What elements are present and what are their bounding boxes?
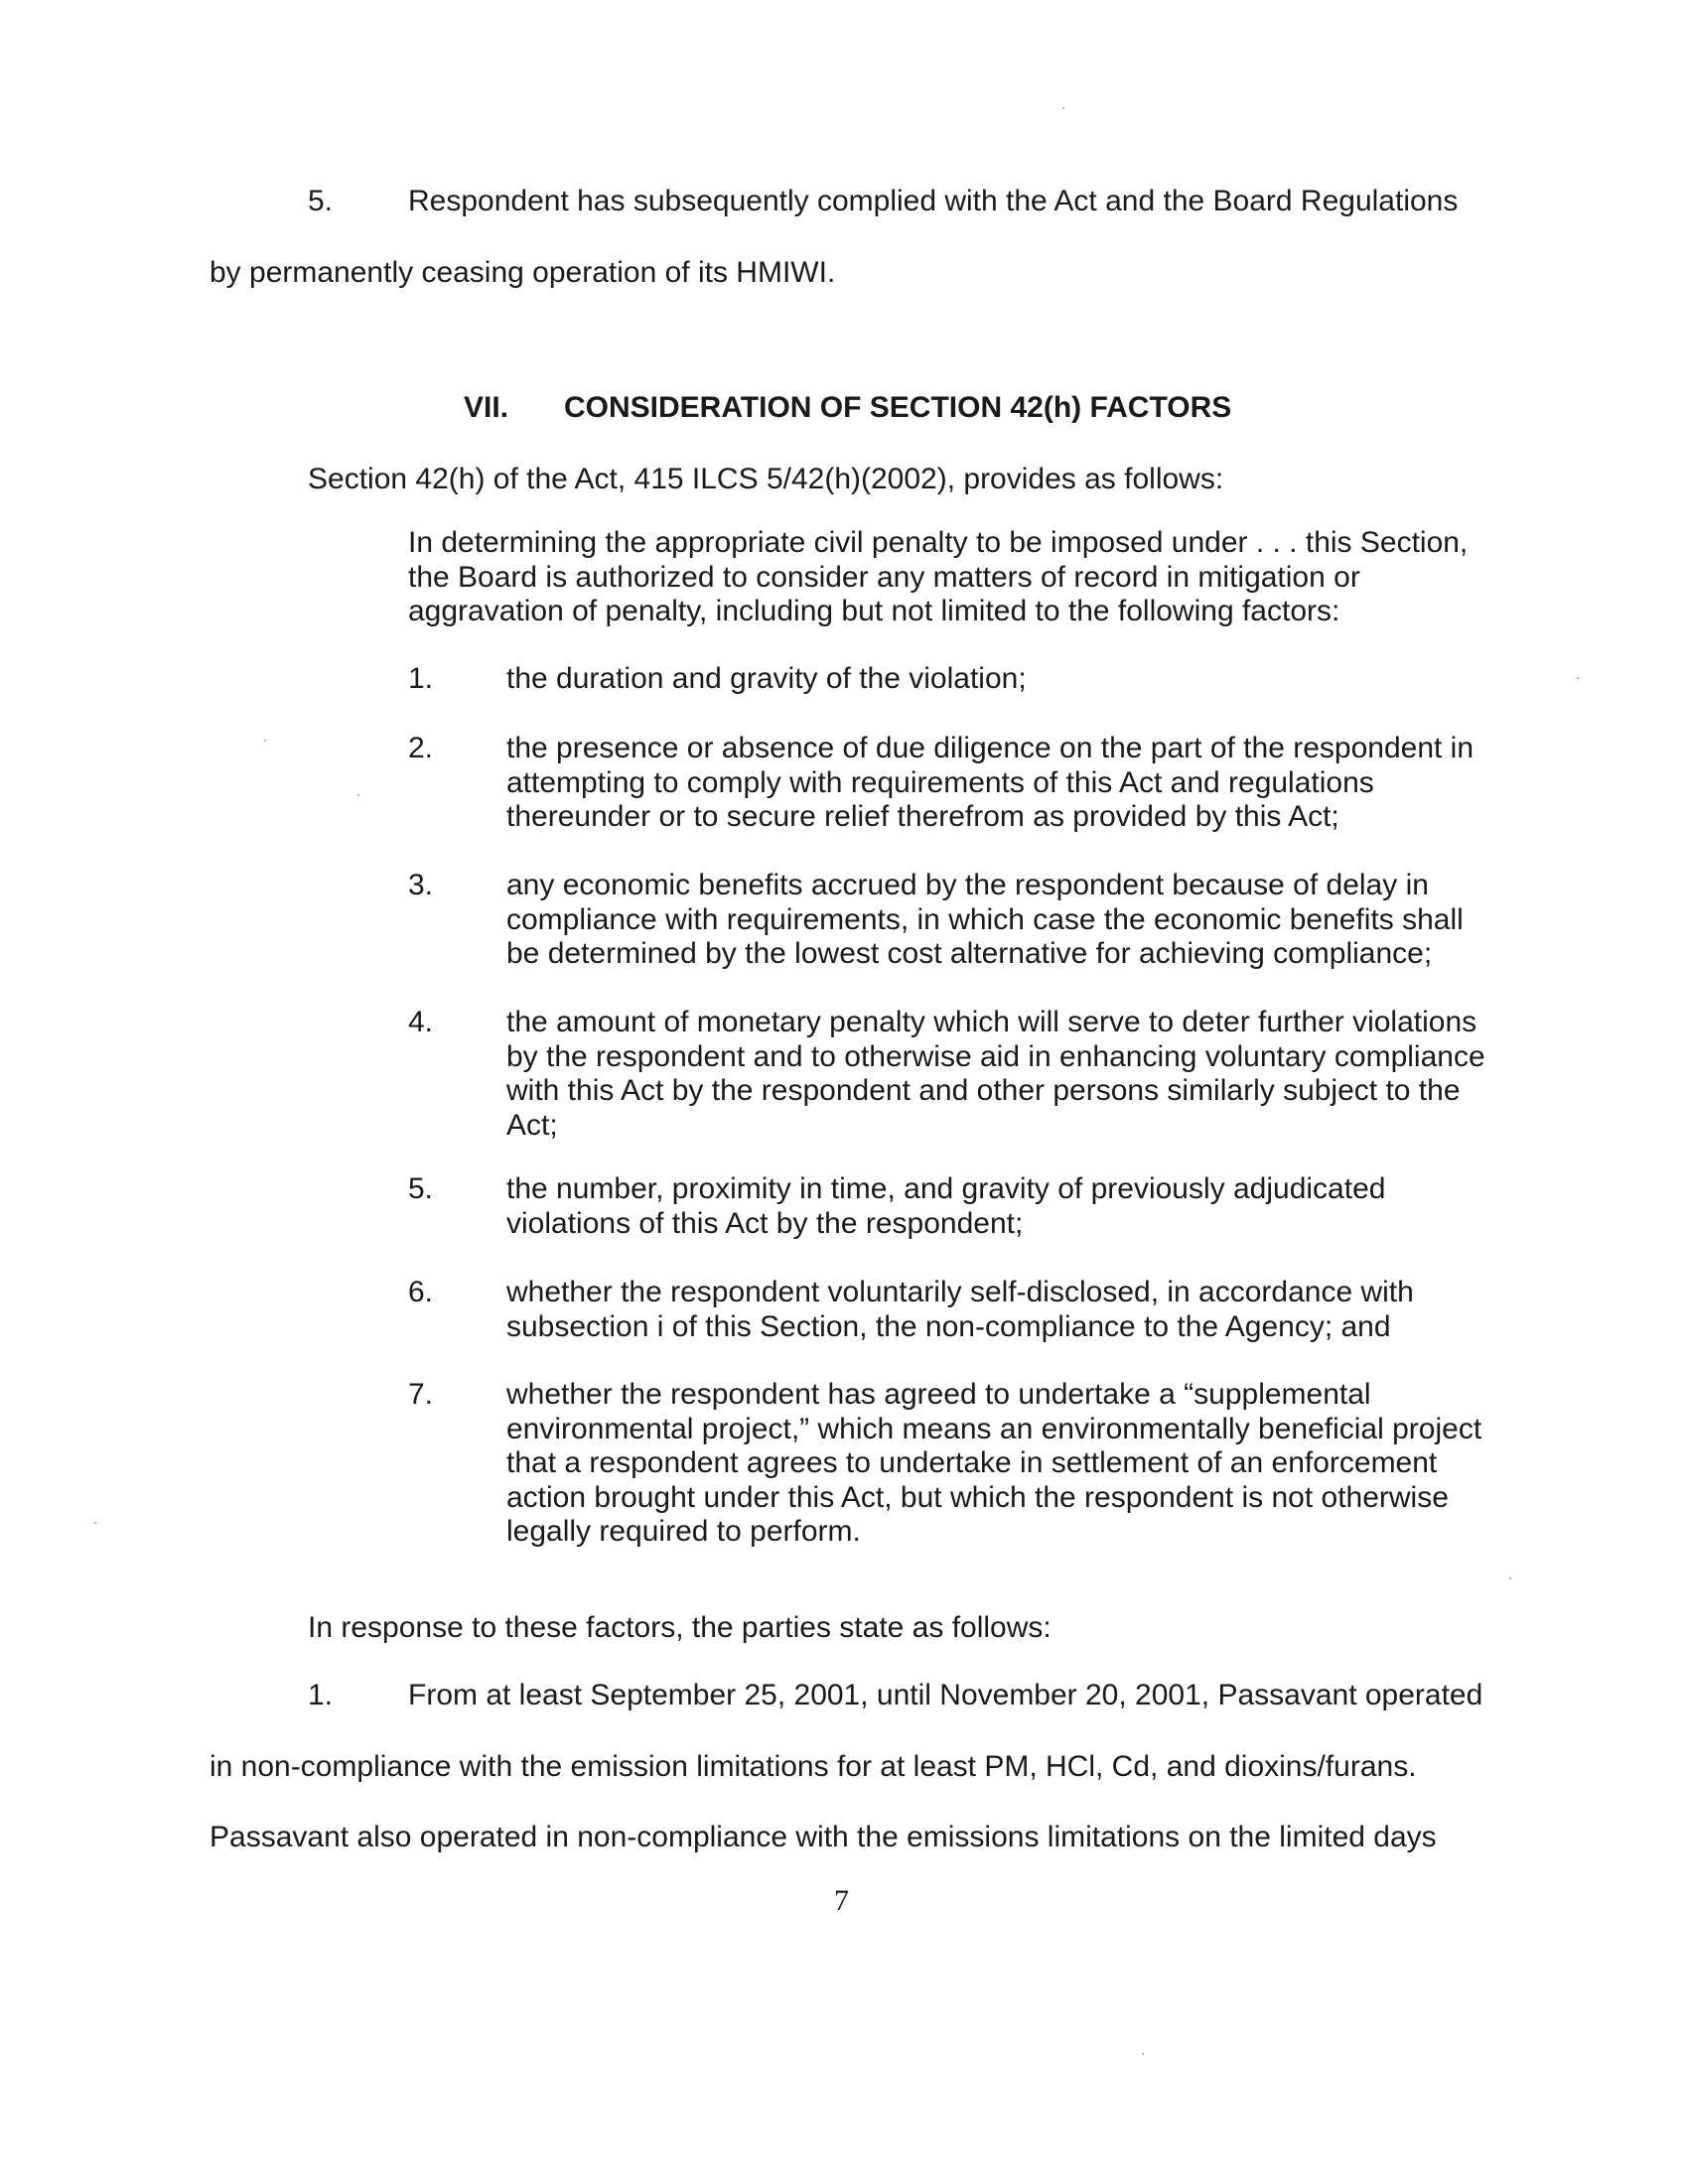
factor-text-line: legally required to perform. xyxy=(506,1515,861,1548)
factor-text-line: attempting to comply with requirements of this Act and regulations xyxy=(506,765,1374,799)
factor-text-line: environmental project,” which means an environmentally beneficial project xyxy=(506,1412,1482,1445)
statute-intro: Section 42(h) of the Act, 415 ILCS 5/42(h)(2002), provides as follows: xyxy=(308,463,1224,495)
factor-text-line: violations of this Act by the respondent; xyxy=(506,1206,1024,1240)
paragraph-text-line: by permanently ceasing operation of its HMIWI. xyxy=(210,256,836,289)
response-intro: In response to these factors, the parties state as follows: xyxy=(308,1611,1052,1644)
paragraph-text-line: From at least September 25, 2001, until November 20, 2001, Passavant operated xyxy=(408,1679,1483,1711)
factor-text-line: thereunder or to secure relief therefrom as provided by this Act; xyxy=(506,800,1339,833)
section-numeral: VII. xyxy=(464,391,509,424)
factor-text-line: whether the respondent voluntarily self-disclosed, in accordance with xyxy=(506,1276,1414,1308)
factor-text-line: Act; xyxy=(506,1108,558,1142)
paragraph-text-line: in non-compliance with the emission limitations for at least PM, HCl, Cd, and dioxins/furans. xyxy=(210,1750,1417,1783)
paragraph-number: 1. xyxy=(308,1679,334,1711)
factor-number: 2. xyxy=(408,732,434,764)
factor-number: 3. xyxy=(408,869,434,901)
page-number: 7 xyxy=(834,1884,849,1917)
factor-number: 4. xyxy=(408,1006,434,1038)
quote-line: aggravation of penalty, including but not limited to the following factors: xyxy=(408,595,1340,627)
scan-speck xyxy=(357,794,359,796)
factor-number: 1. xyxy=(408,662,434,695)
factor-number: 5. xyxy=(408,1172,434,1205)
factor-text-line: compliance with requirements, in which case the economic benefits shall xyxy=(506,902,1464,936)
factor-text-line: subsection i of this Section, the non-compliance to the Agency; and xyxy=(506,1309,1391,1343)
scan-speck xyxy=(94,1522,96,1524)
scan-speck xyxy=(1142,2053,1144,2055)
factor-text-line: with this Act by the respondent and other persons similarly subject to the xyxy=(506,1074,1461,1107)
factor-text-line: the number, proximity in time, and gravity of previously adjudicated xyxy=(506,1172,1386,1205)
scan-speck xyxy=(1577,677,1579,679)
factor-text-line: any economic benefits accrued by the respondent because of delay in xyxy=(506,869,1429,901)
paragraph-number: 5. xyxy=(308,185,334,217)
factor-text-line: be determined by the lowest cost alternative for achieving compliance; xyxy=(506,937,1433,970)
section-title: CONSIDERATION OF SECTION 42(h) FACTORS xyxy=(564,391,1232,424)
scan-speck xyxy=(264,740,266,742)
factor-text-line: whether the respondent has agreed to undertake a “supplemental xyxy=(506,1378,1371,1411)
scan-speck xyxy=(1509,1577,1511,1579)
factor-text-line: the presence or absence of due diligence on the part of the respondent in xyxy=(506,732,1474,764)
quote-line: In determining the appropriate civil penalty to be imposed under . . . this Section, xyxy=(408,526,1469,559)
scan-speck xyxy=(1062,107,1064,109)
factor-text-line: action brought under this Act, but which the respondent is not otherwise xyxy=(506,1480,1449,1514)
factor-text-line: the amount of monetary penalty which will serve to deter further violations xyxy=(506,1006,1477,1038)
factor-text-line: the duration and gravity of the violation; xyxy=(506,662,1027,695)
factor-number: 6. xyxy=(408,1276,434,1308)
paragraph-text-line: Respondent has subsequently complied with the Act and the Board Regulations xyxy=(408,185,1459,217)
factor-number: 7. xyxy=(408,1378,434,1411)
paragraph-text-line: Passavant also operated in non-compliance with the emissions limitations on the limited days xyxy=(210,1821,1437,1853)
quote-line: the Board is authorized to consider any matters of record in mitigation or xyxy=(408,560,1360,594)
factor-text-line: by the respondent and to otherwise aid in enhancing voluntary compliance xyxy=(506,1039,1485,1073)
factor-text-line: that a respondent agrees to undertake in settlement of an enforcement xyxy=(506,1446,1438,1479)
